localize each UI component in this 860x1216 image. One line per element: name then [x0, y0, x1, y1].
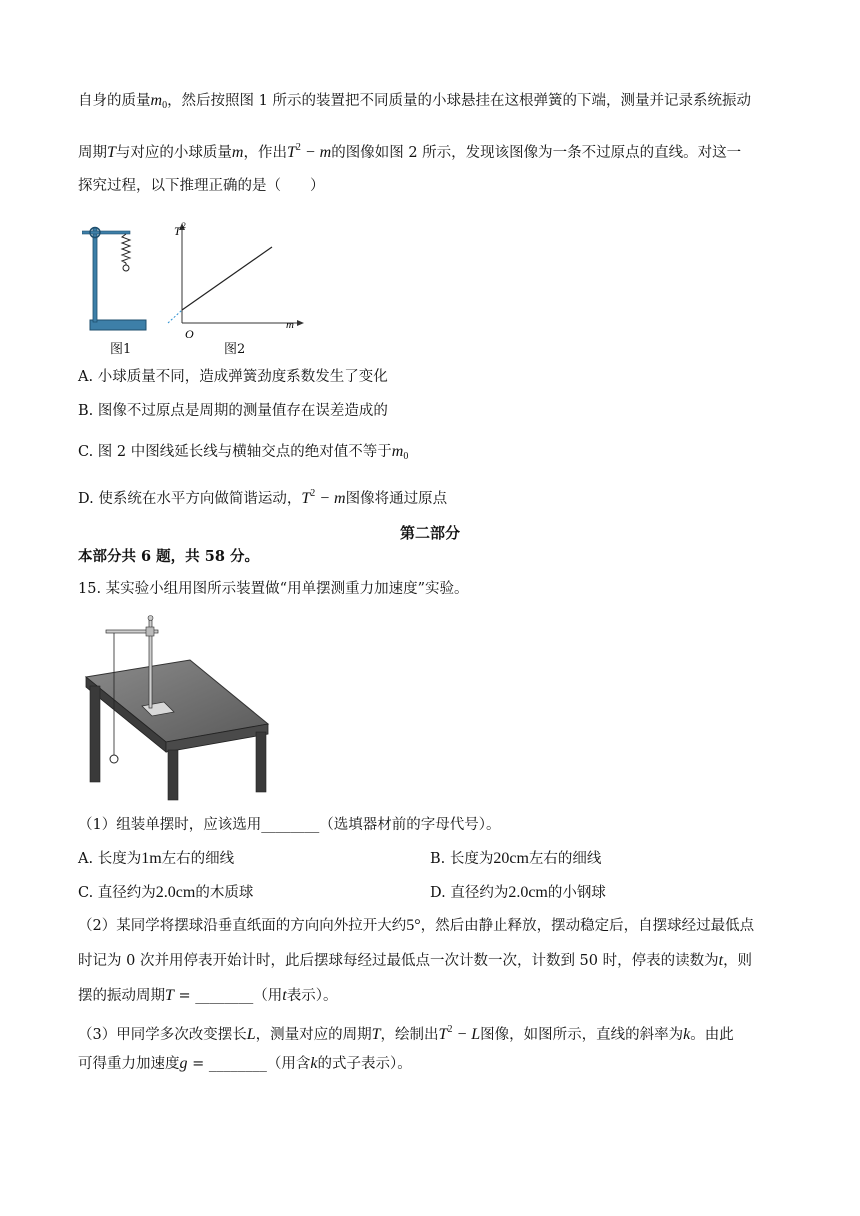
pendulum-table-figure [80, 612, 280, 802]
table-leg [90, 686, 100, 782]
q14-line-1 [78, 90, 751, 117]
m-symbol: m [231, 144, 244, 161]
text: 图像将通过原点 [345, 491, 448, 507]
q14-option-d [78, 483, 447, 510]
part-title: 第二部分 [399, 524, 460, 542]
q15-sub2-line1: （2）某同学将摆球沿垂直纸面的方向向外拉开大约5°，然后由静止释放，摆动稳定后，自摆球经过最低点 [78, 917, 755, 934]
q15-sub3-line1: （3）甲同学多次改变摆长L，测量对应的周期T，绘制出$T^2 - L$图像，如图所示，直线的斜率为k。由此 [78, 1024, 734, 1043]
q15-option-a: A. 长度为1m左右的细线 [78, 850, 235, 867]
figure-2-graph [160, 215, 310, 340]
q14-option-c [78, 441, 408, 468]
axis-label-sq: 2 [182, 221, 186, 230]
q14-option-b: B. 图像不过原点是周期的测量值存在误差造成的 [78, 403, 388, 419]
pendulum-bob [110, 755, 118, 763]
graph-line [182, 247, 272, 310]
figure-2-caption: 图2 [224, 342, 246, 357]
q14-option-a: A. 小球质量不同，造成弹簧劲度系数发生了变化 [78, 369, 388, 385]
stand-rod [93, 228, 97, 322]
text: ，作出 [243, 145, 287, 161]
q15-sub3-line2: 可得重力加速度g = ________（用含k的式子表示）。 [78, 1055, 412, 1072]
q14-line-2 [78, 137, 741, 164]
text: D. 使系统在水平方向做简谐运动， [78, 491, 302, 507]
table-leg [168, 750, 178, 800]
m0-symbol: $m_0$ [391, 443, 409, 462]
q15-sub1: （1）组装单摆时，应该选用________（选填器材前的字母代号）。 [78, 817, 501, 833]
q15-sub2-line2: 时记为 0 次并用停表开始计时，此后摆球每经过最低点一次计数一次，计数到 50 时，停表的读数为t，则 [78, 952, 753, 969]
text: 与对应的小球质量 [115, 145, 232, 161]
q15-option-c: C. 直径约为2.0cm的木质球 [78, 884, 254, 901]
q15-option-b: B. 长度为20cm左右的细线 [430, 850, 602, 867]
text: 周期 [78, 145, 107, 161]
axis-label-m: m [286, 319, 294, 331]
figure-1-spring-stand [82, 220, 162, 335]
text: ，然后按照图 1 所示的装置把不同质量的小球悬挂在这根弹簧的下端，测量并记录系统振动 [167, 93, 752, 109]
stand-arm [82, 231, 130, 234]
stand-base [90, 320, 146, 330]
q14-line-3: 探究过程，以下推理正确的是（ ） [78, 178, 325, 194]
figure-1-caption: 图1 [110, 342, 132, 357]
axis-label-T: T [174, 224, 181, 238]
text: 的图像如图 2 所示，发现该图像为一条不过原点的直线。对这一 [331, 145, 742, 161]
q15-stem: 15. 某实验小组用图所示装置做“用单摆测重力加速度”实验。 [78, 581, 469, 597]
t2-m-expr: $T^2 - m$ [286, 142, 332, 161]
q15-option-d: D. 直径约为2.0cm的小钢球 [430, 884, 606, 901]
part-intro: 本部分共 6 题，共 58 分。 [78, 548, 259, 565]
extension-line [168, 310, 182, 323]
t2-m-expr: $T^2 - m$ [301, 488, 346, 507]
spring [122, 234, 130, 263]
text: C. 图 2 中图线延长线与横轴交点的绝对值不等于 [78, 444, 392, 460]
table-leg [256, 732, 266, 792]
m0-symbol: $m_0$ [150, 92, 168, 111]
q15-sub2-line3: 摆的振动周期T = ________（用t表示）。 [78, 987, 338, 1004]
origin-label: O [185, 327, 194, 340]
text: 自身的质量 [78, 93, 151, 109]
T-symbol: T [107, 144, 116, 161]
ball [123, 265, 129, 271]
